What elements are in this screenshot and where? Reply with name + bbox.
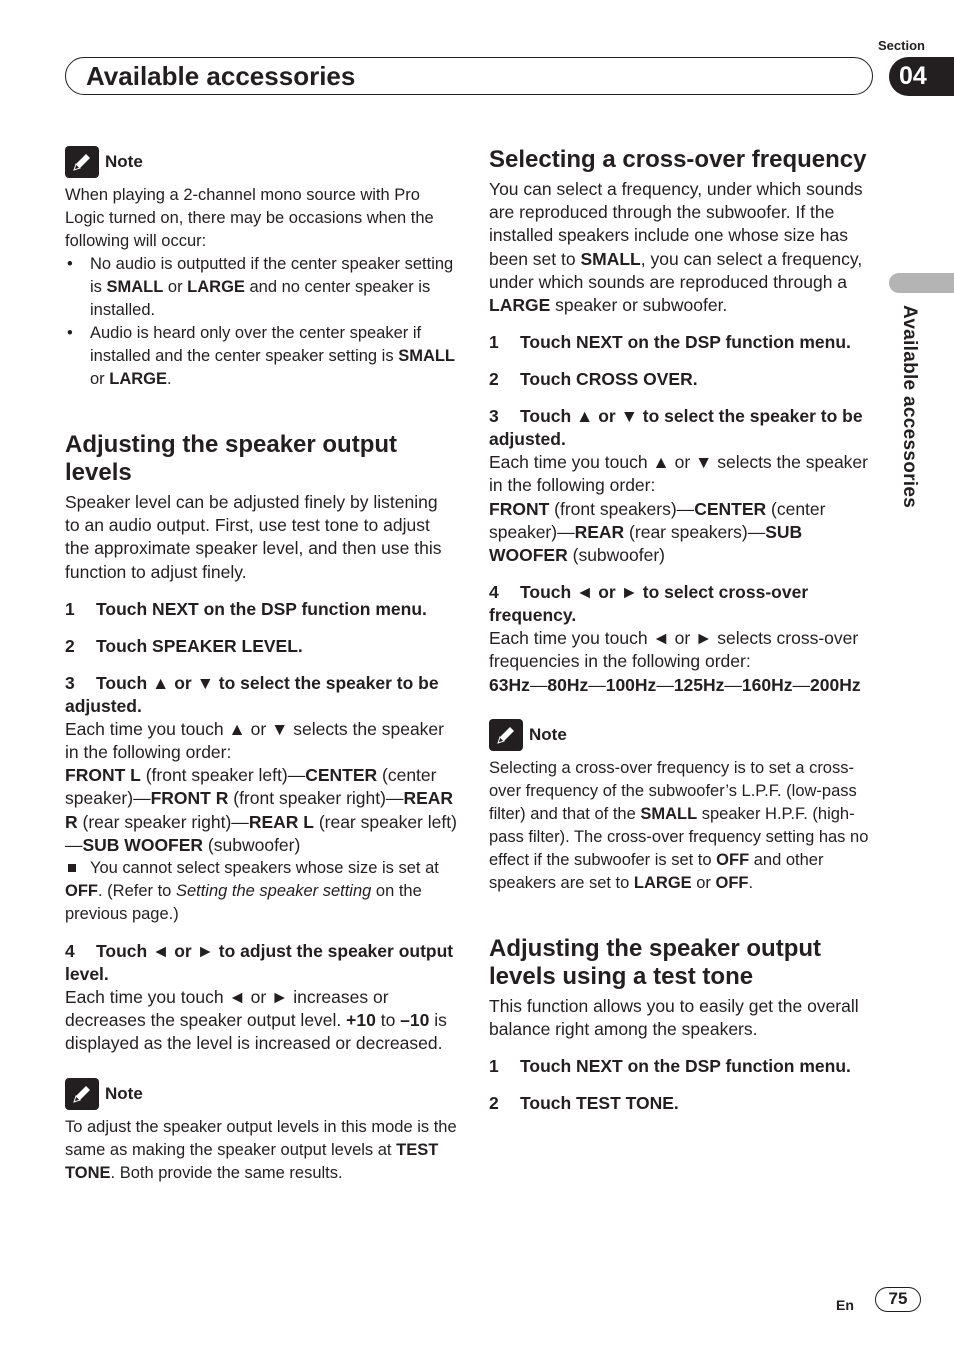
section-heading: Adjusting the speaker output levels using a test tone [489,934,822,990]
speaker-order: FRONT L (front speaker left)—CENTER (center speaker)—FRONT R (front speaker right)—REAR R (rear speaker right)—REAR L (rear speaker left)—SUB WOOFER (subwoofer) [65,765,457,855]
pencil-note-icon [489,719,523,751]
sub-note: You cannot select speakers whose size is set at OFF. (Refer to Setting the speaker setting on the previous page.) [65,859,439,924]
step-3-body: Each time you touch ▲ or ▼ selects the speaker in the following order: [489,452,868,496]
step-3: 3 Touch ▲ or ▼ to select the speaker to be adjusted. [65,672,439,716]
frequency-order: 63Hz—80Hz—100Hz—125Hz—160Hz—200Hz [489,674,861,695]
step-2: 2 Touch TEST TONE. [489,1093,679,1114]
side-tab-marker [889,273,954,293]
step-2: 2 Touch CROSS OVER. [489,369,698,390]
square-bullet-icon [68,864,76,872]
step-3-body: Each time you touch ▲ or ▼ selects the speaker in the following order: [65,718,444,763]
note-text: To adjust the speaker output levels in this mode is the same as making the speaker output levels at TEST TONE. Both provide the same results. [65,1117,457,1182]
list-item: • No audio is outputted if the center speaker setting is SMALL or LARGE and no center speaker is installed. [65,253,457,322]
section-heading: Adjusting the speaker output levels [65,431,398,486]
note-header [65,1078,457,1110]
section-intro: You can select a frequency, under which sounds are reproduced through the subwoofer. If the installed speakers include one whose size has been set to SMALL, you can select a frequency, under which sounds are reproduced through a LARGE speaker or subwoofer. [489,179,863,316]
note-label: Note [105,1083,143,1103]
step-1: 1 Touch NEXT on the DSP function menu. [489,332,851,353]
right-column [489,146,881,1115]
section-number-badge: 04 [889,57,954,96]
side-tab-label: Available accessories [899,305,920,509]
step-3: 3 Touch ▲ or ▼ to select the speaker to be adjusted. [489,406,863,450]
note-header [65,146,457,178]
step-4: 4 Touch ◄ or ► to select cross-over frequency. [489,582,809,626]
page-title: Available accessories [86,61,356,91]
step-2: 2 Touch SPEAKER LEVEL. [65,635,303,656]
note-header [489,719,881,751]
page-number: 75 [875,1287,921,1312]
section-label: Section [878,38,925,53]
step-1: 1 Touch NEXT on the DSP function menu. [65,598,427,619]
note-label: Note [105,152,143,171]
step-4-body: Each time you touch ◄ or ► selects cross-over frequencies in the following order: [489,628,859,672]
note-intro: When playing a 2-channel mono source with Pro Logic turned on, there may be occasions when the following will occur: [65,186,434,250]
note-label: Note [529,724,567,744]
list-item: • Audio is heard only over the center speaker if installed and the center speaker setting is SMALL or LARGE. [65,322,457,391]
pencil-note-icon [65,146,99,178]
step-1: 1 Touch NEXT on the DSP function menu. [489,1056,851,1077]
section-heading: Selecting a cross-over frequency [489,146,867,173]
note-bullet-list [65,253,457,391]
note-text: Selecting a cross-over frequency is to set a cross-over frequency of the subwoofer’s L.P.F. (low-pass filter) and that of the SMALL speaker H.P.F. (high-pass filter). The cross-over frequency setting has no effect if the subwoofer is set to OFF and other speakers are set to LARGE or OFF. [489,758,869,892]
pencil-note-icon [65,1078,99,1110]
section-intro: This function allows you to easily get the overall balance right among the speakers. [489,995,859,1040]
left-column [65,146,457,1185]
step-4-body: Each time you touch ◄ or ► increases or decreases the speaker output level. +10 to –10 is displayed as the level is increased or decreased. [65,987,447,1054]
section-intro: Speaker level can be adjusted finely by listening to an audio output. First, use test tone to adjust the approximate speaker level, and then use this function to adjust finely. [65,492,442,582]
speaker-order: FRONT (front speakers)—CENTER (center speaker)—REAR (rear speakers)—SUB WOOFER (subwoofer) [489,498,826,566]
step-4: 4 Touch ◄ or ► to adjust the speaker output level. [65,941,454,985]
language-label: En [836,1297,854,1313]
